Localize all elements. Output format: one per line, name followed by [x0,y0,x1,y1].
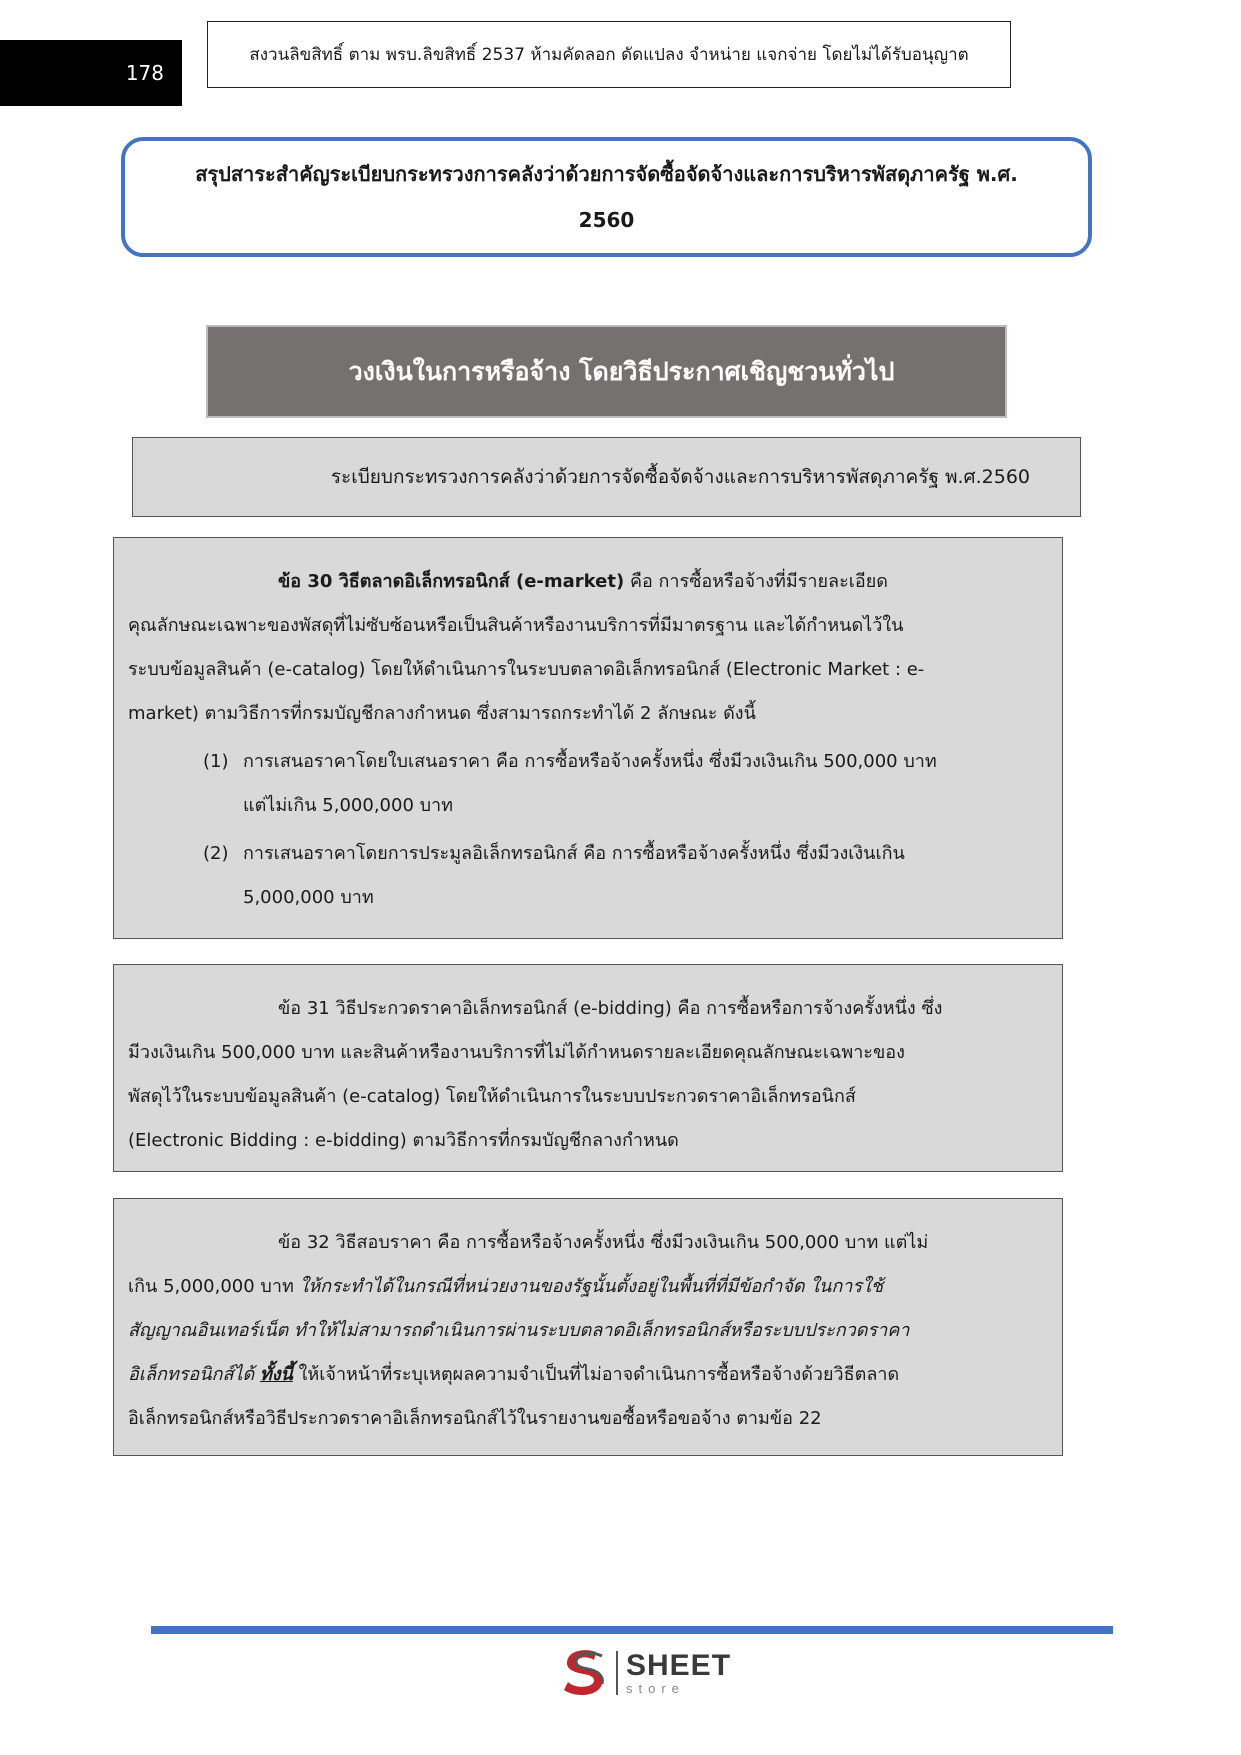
list-item [128,740,1048,828]
clause-31-line-4: (Electronic Bidding : e-bidding) ตามวิธีการที่กรมบัญชีกลางกำหนด [128,1130,679,1151]
clause-30-line-2: คุณลักษณะเฉพาะของพัสดุที่ไม่ซับซ้อนหรือเป็นสินค้าหรืองานบริการที่มีมาตรฐาน และได้กำหนดไว้ใน [128,615,904,636]
logo-wordmark [626,1651,731,1695]
logo-separator [616,1651,618,1695]
document-title-box [121,137,1092,257]
list-item-line: การเสนอราคาโดยใบเสนอราคา คือ การซื้อหรือจ้างครั้งหนึ่ง ซึ่งมีวงเงินเกิน 500,000 บาท [243,751,937,772]
title-line-2: 2560 [578,208,635,232]
clause-30-line-3: ระบบข้อมูลสินค้า (e-catalog) โดยให้ดำเนินการในระบบตลาดอิเล็กทรอนิกส์ (Electronic Market : e- [128,659,925,680]
clause-31-line-3: พัสดุไว้ในระบบข้อมูลสินค้า (e-catalog) โดยให้ดำเนินการในระบบประกวดราคาอิเล็กทรอนิกส์ [128,1086,856,1107]
clause-32-line-5: อิเล็กทรอนิกส์หรือวิธีประกวดราคาอิเล็กทรอนิกส์ไว้ในรายงานขอซื้อหรือขอจ้าง ตามข้อ 22 [128,1408,822,1429]
clause-31-line-1: ข้อ 31 วิธีประกวดราคาอิเล็กทรอนิกส์ (e-bidding) คือ การซื้อหรือการจ้างครั้งหนึ่ง ซึ่ง [278,998,943,1019]
list-item-line: 5,000,000 บาท [243,887,374,908]
clause-32-italic-text: ให้กระทำได้ในกรณีที่หน่วยงานของรัฐนั้นตั้งอยู่ในพื้นที่ที่มีข้อกำจัด ในการใช้ [299,1276,884,1297]
list-item-line: แต่ไม่เกิน 5,000,000 บาท [243,795,454,816]
list-item-text [243,740,1048,828]
list-item [128,832,1048,920]
regulation-reference: ระเบียบกระทรวงการคลังว่าด้วยการจัดซื้อจัดจ้างและการบริหารพัสดุภาครัฐ พ.ศ.2560 [132,437,1081,517]
copyright-notice: สงวนลิขสิทธิ์ ตาม พรบ.ลิขสิทธิ์ 2537 ห้ามคัดลอก ดัดแปลง จำหน่าย แจกจ่าย โดยไม่ได้รับอนุญาต [207,21,1011,88]
clause-32-line-1: ข้อ 32 วิธีสอบราคา คือ การซื้อหรือจ้างครั้งหนึ่ง ซึ่งมีวงเงินเกิน 500,000 บาท แต่ไม่ [278,1232,929,1253]
footer-divider [151,1626,1113,1634]
logo-main-text: SHEET [626,1649,732,1682]
sheet-store-logo [558,1646,731,1700]
clause-32-line-4 [128,1353,1048,1397]
clause-32-text: ให้เจ้าหน้าที่ระบุเหตุผลความจำเป็นที่ไม่อาจดำเนินการซื้อหรือจ้างด้วยวิธีตลาด [292,1364,900,1385]
list-item-number: (2) [203,843,229,864]
page-number: 178 [0,40,182,106]
clause-32-emphasis: ทั้งนี้ [259,1364,293,1385]
list-item-text [243,832,1048,920]
section-banner: วงเงินในการหรือจ้าง โดยวิธีประกาศเชิญชวนทั่วไป [206,325,1007,418]
clause-30-line-4: market) ตามวิธีการที่กรมบัญชีกลางกำหนด ซึ่งสามารถกระทำได้ 2 ลักษณะ ดังนี้ [128,703,756,724]
clause-31-box [113,964,1063,1172]
logo-sub-text: store [626,1681,685,1696]
clause-32-line-2 [128,1265,1048,1309]
clause-31-line-2: มีวงเงินเกิน 500,000 บาท และสินค้าหรืองานบริการที่ไม่ได้กำหนดรายละเอียดคุณลักษณะเฉพาะของ [128,1042,905,1063]
title-line-1: สรุปสาระสำคัญระเบียบกระทรวงการคลังว่าด้วยการจัดซื้อจัดจ้างและการบริหารพัสดุภาครัฐ พ.ศ. [195,162,1018,186]
clause-32-box [113,1198,1063,1456]
clause-30-line-1 [128,560,1048,604]
list-item-line: การเสนอราคาโดยการประมูลอิเล็กทรอนิกส์ คือ การซื้อหรือจ้างครั้งหนึ่ง ซึ่งมีวงเงินเกิน [243,843,905,864]
clause-32-text: เกิน 5,000,000 บาท [128,1276,300,1297]
clause-30-heading: ข้อ 30 วิธีตลาดอิเล็กทรอนิกส์ (e-market) [278,571,625,592]
sheet-store-logo-icon [558,1646,610,1700]
clause-30-box [113,537,1063,939]
list-item-number: (1) [203,751,229,772]
clause-32-italic-text: อิเล็กทรอนิกส์ได้ [128,1364,255,1385]
clause-30-text: คือ การซื้อหรือจ้างที่มีรายละเอียด [624,571,888,592]
clause-32-line-3 [128,1309,1048,1353]
clause-32-italic-text: สัญญาณอินเทอร์เน็ต ทำให้ไม่สามารถดำเนินการผ่านระบบตลาดอิเล็กทรอนิกส์หรือระบบประกวดราคา [128,1320,910,1341]
